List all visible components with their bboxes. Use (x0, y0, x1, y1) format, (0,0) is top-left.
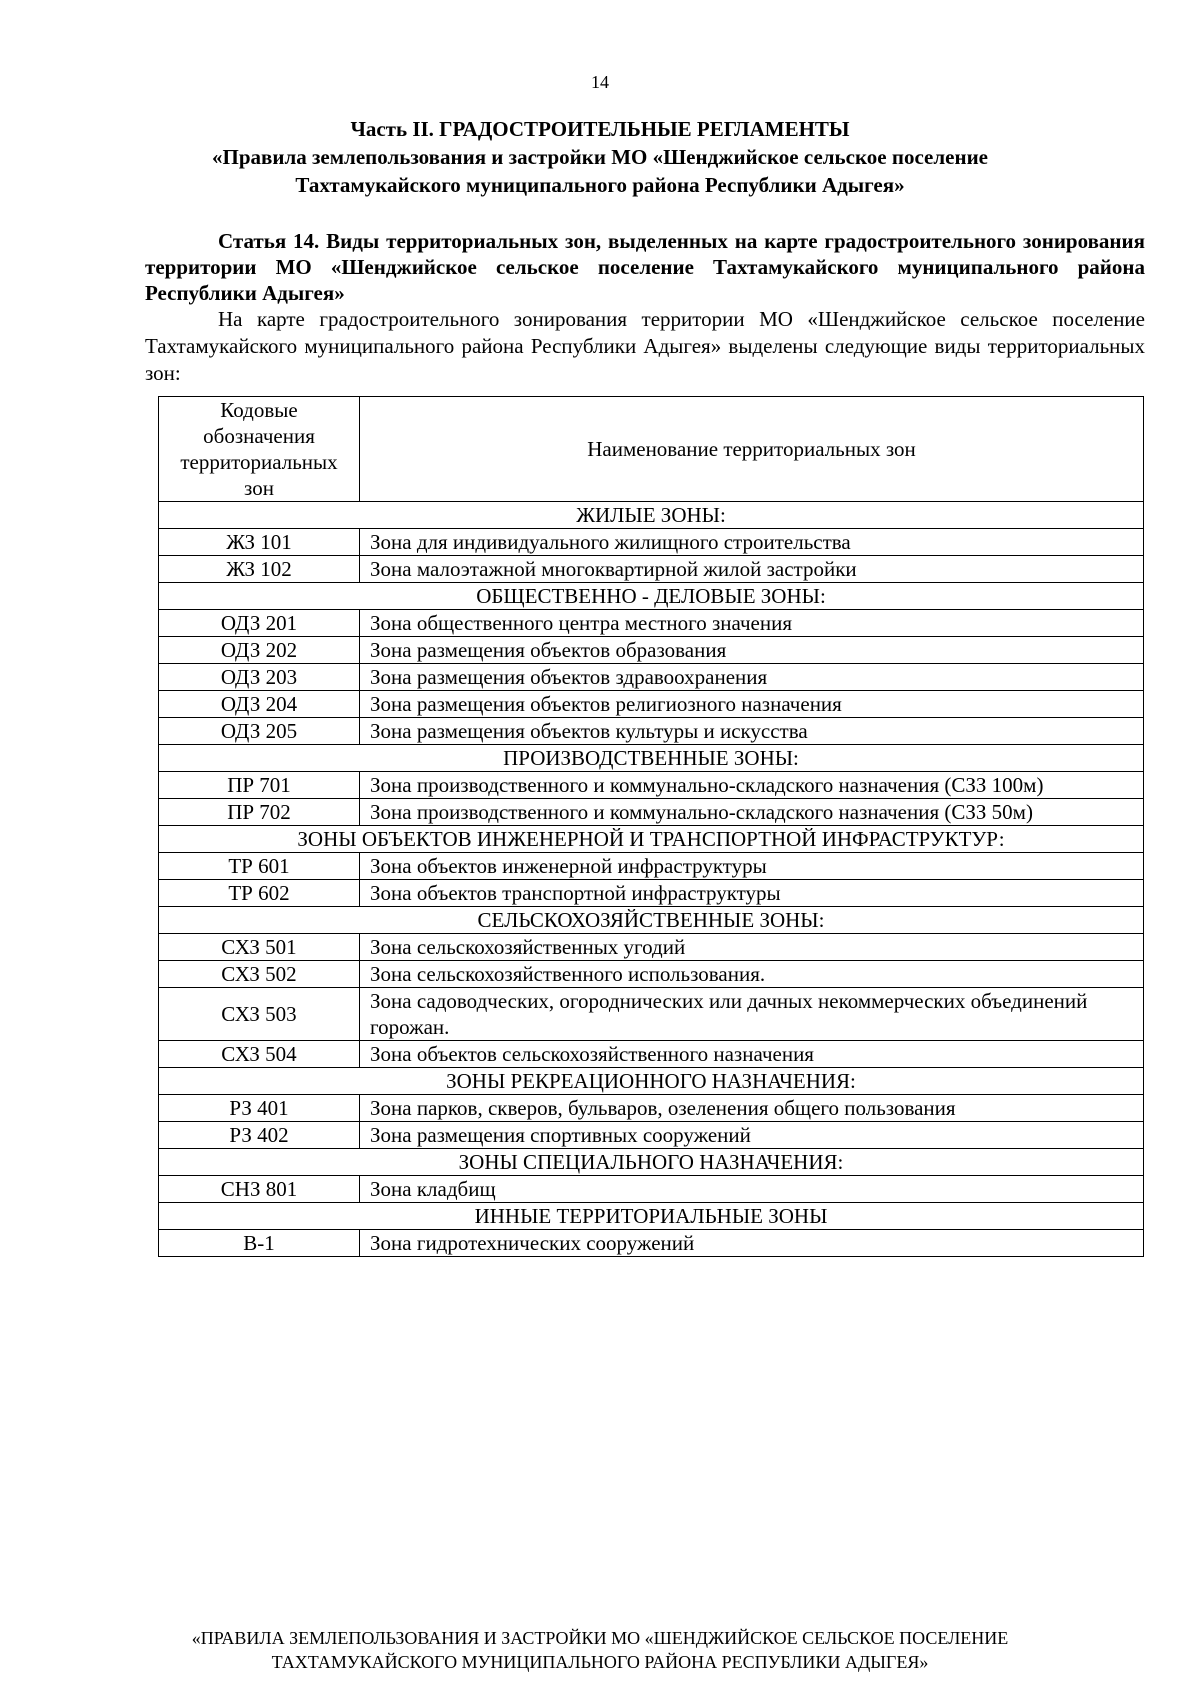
section-row (159, 745, 1144, 772)
name-column-header: Наименование территориальных зон (360, 397, 1144, 502)
table-row (159, 691, 1144, 718)
page-footer (0, 1626, 1200, 1674)
zone-name: Зона размещения объектов религиозного назначения (360, 691, 1144, 718)
table-row (159, 529, 1144, 556)
section-title: ЖИЛЫЕ ЗОНЫ: (159, 502, 1144, 529)
table-row (159, 853, 1144, 880)
section-title: ИННЫЕ ТЕРРИТОРИАЛЬНЫЕ ЗОНЫ (159, 1203, 1144, 1230)
table-row (159, 1095, 1144, 1122)
zone-code: СНЗ 801 (159, 1176, 360, 1203)
zone-code: РЗ 402 (159, 1122, 360, 1149)
document-header (145, 115, 1055, 199)
part-title: Часть II. ГРАДОСТРОИТЕЛЬНЫЕ РЕГЛАМЕНТЫ (350, 117, 850, 141)
zone-code: ОДЗ 205 (159, 718, 360, 745)
zone-code: ЖЗ 101 (159, 529, 360, 556)
table-row (159, 1122, 1144, 1149)
rules-title-line-2: Тахтамукайского муниципального района Республики Адыгея» (295, 173, 905, 197)
zone-name: Зона производственного и коммунально-складского назначения (СЗЗ 100м) (360, 772, 1144, 799)
zone-name: Зона сельскохозяйственного использования. (360, 961, 1144, 988)
table-row (159, 664, 1144, 691)
zone-code: СХЗ 503 (159, 988, 360, 1041)
zone-name: Зона размещения объектов здравоохранения (360, 664, 1144, 691)
zones-table (158, 396, 1144, 1257)
zone-code: ЖЗ 102 (159, 556, 360, 583)
code-column-header: Кодовые обозначения территориальных зон (159, 397, 360, 502)
table-row (159, 556, 1144, 583)
rules-title-line-1: «Правила землепользования и застройки МО «Шенджийское сельское поселение (212, 145, 988, 169)
table-row (159, 1176, 1144, 1203)
zone-name: Зона размещения спортивных сооружений (360, 1122, 1144, 1149)
footer-line-2: ТАХТАМУКАЙСКОГО МУНИЦИПАЛЬНОГО РАЙОНА РЕСПУБЛИКИ АДЫГЕЯ» (271, 1652, 929, 1672)
article-title: Статья 14. Виды территориальных зон, выделенных на карте градостроительного зонирования территории МО «Шенджийское сельское поселение Тахтамукайского муниципального района Республики Адыгея» (145, 229, 1145, 305)
zone-name: Зона сельскохозяйственных угодий (360, 934, 1144, 961)
zone-code: ОДЗ 203 (159, 664, 360, 691)
zone-name: Зона объектов транспортной инфраструктуры (360, 880, 1144, 907)
page-number: 14 (591, 72, 609, 92)
table-row (159, 880, 1144, 907)
zone-code: СХЗ 502 (159, 961, 360, 988)
article-14 (145, 228, 1145, 387)
zone-code: ОДЗ 202 (159, 637, 360, 664)
zone-code: СХЗ 504 (159, 1041, 360, 1068)
zone-name: Зона размещения объектов образования (360, 637, 1144, 664)
zone-name: Зона малоэтажной многоквартирной жилой застройки (360, 556, 1144, 583)
zone-name: Зона парков, скверов, бульваров, озеленения общего пользования (360, 1095, 1144, 1122)
section-row (159, 1068, 1144, 1095)
footer-line-1: «ПРАВИЛА ЗЕМЛЕПОЛЬЗОВАНИЯ И ЗАСТРОЙКИ МО «ШЕНДЖИЙСКОЕ СЕЛЬСКОЕ ПОСЕЛЕНИЕ (191, 1628, 1009, 1648)
zone-name: Зона садоводческих, огороднических или дачных некоммерческих объединений горожан. (360, 988, 1144, 1041)
section-title: СЕЛЬСКОХОЗЯЙСТВЕННЫЕ ЗОНЫ: (159, 907, 1144, 934)
zone-code: ПР 702 (159, 799, 360, 826)
table-row (159, 961, 1144, 988)
table-row (159, 772, 1144, 799)
zone-code: ОДЗ 204 (159, 691, 360, 718)
section-row (159, 1149, 1144, 1176)
zone-name: Зона кладбищ (360, 1176, 1144, 1203)
zones-table-body (159, 502, 1144, 1257)
section-row (159, 502, 1144, 529)
zone-name: Зона общественного центра местного значения (360, 610, 1144, 637)
zone-code: РЗ 401 (159, 1095, 360, 1122)
zone-code: ОДЗ 201 (159, 610, 360, 637)
section-row (159, 826, 1144, 853)
zone-code: ТР 602 (159, 880, 360, 907)
table-row (159, 610, 1144, 637)
zone-name: Зона производственного и коммунально-складского назначения (СЗЗ 50м) (360, 799, 1144, 826)
table-row (159, 637, 1144, 664)
section-row (159, 907, 1144, 934)
zone-name: Зона для индивидуального жилищного строительства (360, 529, 1144, 556)
zone-code: ПР 701 (159, 772, 360, 799)
section-title: ПРОИЗВОДСТВЕННЫЕ ЗОНЫ: (159, 745, 1144, 772)
article-intro: На карте градостроительного зонирования территории МО «Шенджийское сельское поселение Тахтамукайского муниципального района Республики Адыгея» выделены следующие виды территориальных зон: (145, 307, 1145, 385)
table-row (159, 988, 1144, 1041)
zone-code: В-1 (159, 1230, 360, 1257)
section-row (159, 1203, 1144, 1230)
section-title: ЗОНЫ ОБЪЕКТОВ ИНЖЕНЕРНОЙ И ТРАНСПОРТНОЙ ИНФРАСТРУКТУР: (159, 826, 1144, 853)
zone-name: Зона объектов инженерной инфраструктуры (360, 853, 1144, 880)
table-row (159, 718, 1144, 745)
table-row (159, 799, 1144, 826)
table-row (159, 934, 1144, 961)
zone-name: Зона объектов сельскохозяйственного назначения (360, 1041, 1144, 1068)
table-row (159, 1041, 1144, 1068)
section-title: ЗОНЫ СПЕЦИАЛЬНОГО НАЗНАЧЕНИЯ: (159, 1149, 1144, 1176)
table-header-row (159, 397, 1144, 502)
zone-name: Зона размещения объектов культуры и искусства (360, 718, 1144, 745)
section-title: ОБЩЕСТВЕННО - ДЕЛОВЫЕ ЗОНЫ: (159, 583, 1144, 610)
zone-code: ТР 601 (159, 853, 360, 880)
zone-code: СХЗ 501 (159, 934, 360, 961)
section-row (159, 583, 1144, 610)
zone-name: Зона гидротехнических сооружений (360, 1230, 1144, 1257)
table-row (159, 1230, 1144, 1257)
section-title: ЗОНЫ РЕКРЕАЦИОННОГО НАЗНАЧЕНИЯ: (159, 1068, 1144, 1095)
